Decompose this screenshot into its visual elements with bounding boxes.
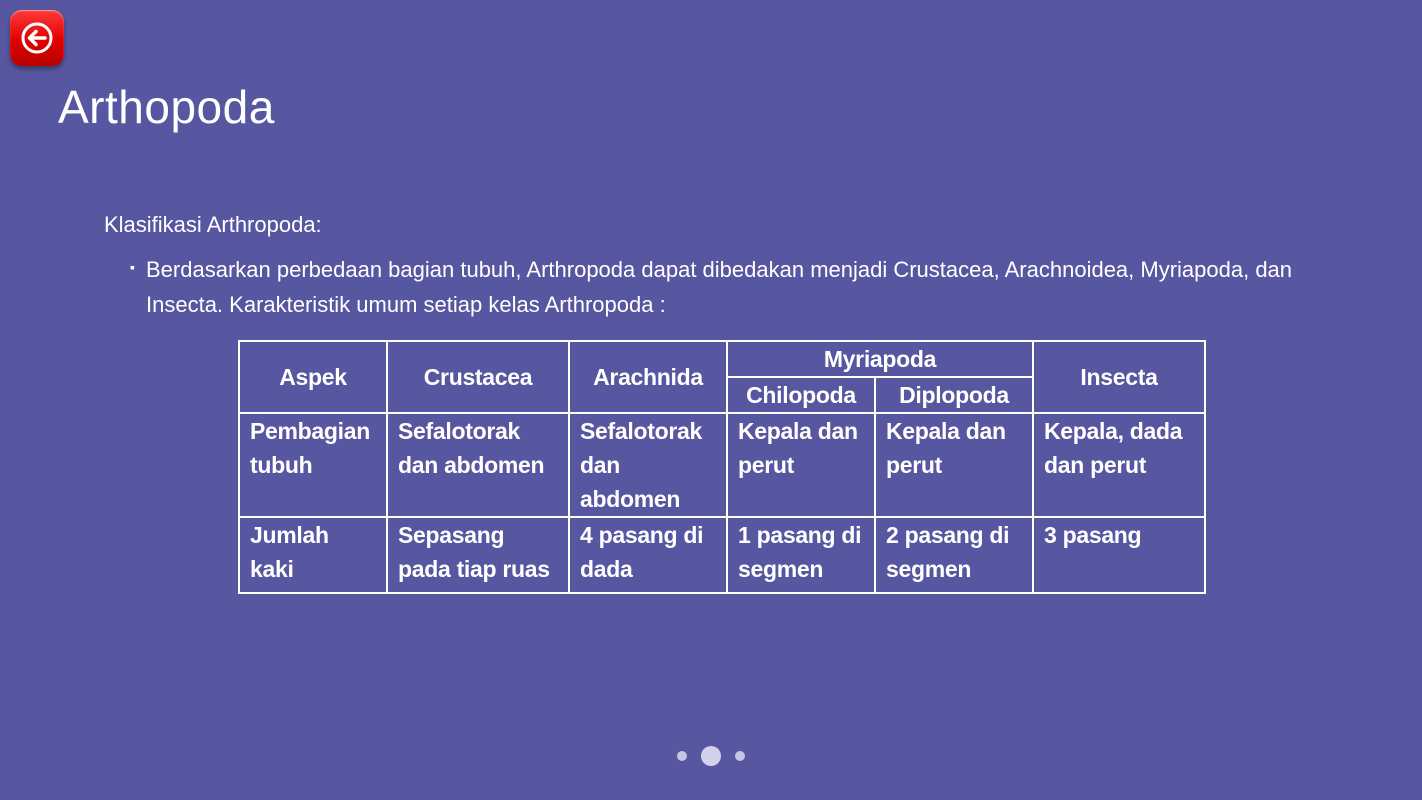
table-cell: 1 pasang di segmen	[727, 517, 875, 593]
table-cell: Kepala, dada dan perut	[1033, 413, 1205, 517]
table-row	[239, 413, 1205, 517]
page-dot[interactable]	[735, 751, 745, 761]
page-dot-active[interactable]	[701, 746, 721, 766]
page-dot[interactable]	[677, 751, 687, 761]
header-diplopoda: Diplopoda	[875, 377, 1033, 413]
pagination-dots	[0, 746, 1422, 766]
table-cell: Pembagian tubuh	[239, 413, 387, 517]
header-crustacea: Crustacea	[387, 341, 569, 413]
table-cell: Sepasang pada tiap ruas	[387, 517, 569, 593]
table-cell: Kepala dan perut	[875, 413, 1033, 517]
table-cell: 2 pasang di segmen	[875, 517, 1033, 593]
bullet-text: Berdasarkan perbedaan bagian tubuh, Arthropoda dapat dibedakan menjadi Crustacea, Arachnoidea, Myriapoda, dan Insecta. Karakteristik umum setiap kelas Arthropoda :	[146, 257, 1293, 317]
classification-table	[238, 340, 1206, 594]
table-cell: Sefalotorak dan abdomen	[569, 413, 727, 517]
page-title: Arthopoda	[58, 81, 275, 133]
table-cell: Sefalotorak dan abdomen	[387, 413, 569, 517]
table-row	[239, 517, 1205, 593]
table-cell: 4 pasang di dada	[569, 517, 727, 593]
intro-text: Klasifikasi Arthropoda:	[104, 212, 322, 237]
table-cell: Jumlah kaki	[239, 517, 387, 593]
header-insecta: Insecta	[1033, 341, 1205, 413]
header-myriapoda: Myriapoda	[727, 341, 1033, 377]
bullet-item	[130, 252, 1350, 322]
table-cell: Kepala dan perut	[727, 413, 875, 517]
header-arachnida: Arachnida	[569, 341, 727, 413]
back-arrow-icon	[20, 21, 54, 55]
back-button[interactable]	[10, 10, 64, 66]
table-cell: 3 pasang	[1033, 517, 1205, 593]
bullet-marker: ▪	[130, 259, 135, 275]
header-chilopoda: Chilopoda	[727, 377, 875, 413]
header-aspek: Aspek	[239, 341, 387, 413]
